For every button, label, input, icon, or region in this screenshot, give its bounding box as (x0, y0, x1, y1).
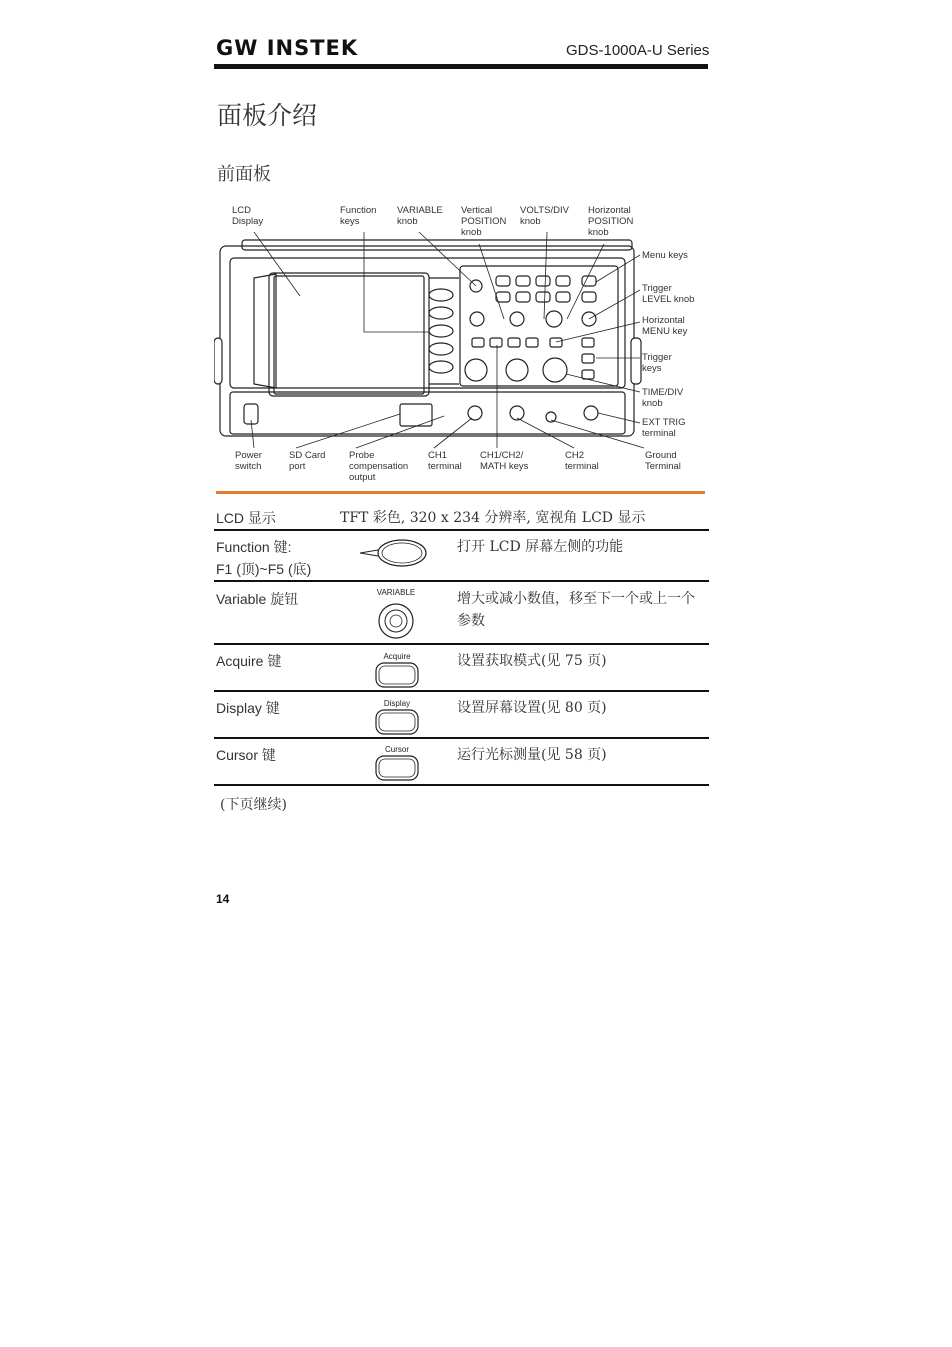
front-panel-diagram (214, 198, 710, 490)
row-divider (214, 580, 709, 582)
page-title: 面板介绍 (217, 101, 318, 130)
acquire-key-name: Acquire 键 (216, 653, 282, 669)
gwinstek-logo: GW INSTEK (216, 36, 359, 60)
section-subtitle: 前面板 (217, 164, 271, 185)
function-key-name: Function 键: F1 (顶)~F5 (底) (216, 539, 312, 577)
orange-divider (216, 491, 705, 494)
variable-knob-icon (370, 584, 424, 640)
label-trigger-keys: Trigger keys (642, 352, 672, 374)
header-divider (214, 64, 708, 69)
label-volts-div: VOLTS/DIV knob (520, 205, 569, 227)
label-variable-knob: VARIABLE knob (397, 205, 443, 227)
label-horizontal-position: Horizontal POSITION knob (588, 205, 634, 238)
row-divider (214, 529, 709, 531)
row-divider (214, 737, 709, 739)
function-key-icon (358, 537, 430, 569)
lcd-display-name: LCD 显示 (216, 510, 276, 526)
label-vertical-position: Vertical POSITION knob (461, 205, 507, 238)
cursor-key-name: Cursor 键 (216, 747, 276, 763)
row-divider (214, 643, 709, 645)
variable-knob-name: Variable 旋钮 (216, 591, 299, 607)
row-divider (214, 784, 709, 786)
svg-text:Cursor: Cursor (384, 745, 410, 754)
cursor-key-icon (372, 742, 422, 784)
label-lcd: LCD Display (232, 205, 264, 227)
display-key-name: Display 键 (216, 700, 280, 716)
cursor-key-desc: 运行光标测量(见 58 页) (457, 747, 607, 763)
oscilloscope-body (214, 240, 641, 436)
function-key-desc: 打开 LCD 屏幕左侧的功能 (457, 539, 624, 555)
label-time-div: TIME/DIV knob (642, 387, 684, 409)
svg-text:VARIABLE: VARIABLE (376, 588, 416, 597)
label-ch1-terminal: CH1 terminal (428, 450, 462, 472)
svg-text:Acquire: Acquire (383, 652, 411, 661)
label-ch2-terminal: CH2 terminal (565, 450, 599, 472)
label-ground-terminal: Ground Terminal (645, 450, 681, 472)
acquire-key-desc: 设置获取模式(见 75 页) (457, 653, 607, 669)
label-ext-trig: EXT TRIG terminal (642, 417, 686, 439)
function-keys-group (429, 278, 459, 384)
variable-knob-desc: 增大或减小数值，移至下一个或上一个参数 (457, 591, 695, 629)
label-horizontal-menu: Horizontal MENU key (642, 315, 688, 337)
display-key-desc: 设置屏幕设置(见 80 页) (457, 700, 607, 716)
display-key-icon (372, 696, 422, 738)
svg-text:Display: Display (383, 699, 411, 708)
page-number: 14 (216, 892, 230, 906)
label-trigger-level: Trigger LEVEL knob (642, 283, 695, 305)
label-ch1-ch2-math: CH1/CH2/ MATH keys (480, 450, 529, 472)
row-divider (214, 690, 709, 692)
label-sd-card: SD Card port (289, 450, 326, 472)
label-probe-comp: Probe compensation output (349, 450, 409, 483)
series-name: GDS-1000A-U Series (566, 42, 710, 59)
label-function-keys: Function keys (340, 205, 377, 227)
continued-note: (下页继续) (220, 797, 287, 813)
label-menu-keys: Menu keys (642, 250, 688, 261)
label-power-switch: Power switch (235, 450, 262, 472)
lcd-display-desc: TFT 彩色, 320 x 234 分辨率, 宽视角 LCD 显示 (340, 510, 646, 526)
acquire-key-icon (372, 649, 422, 691)
